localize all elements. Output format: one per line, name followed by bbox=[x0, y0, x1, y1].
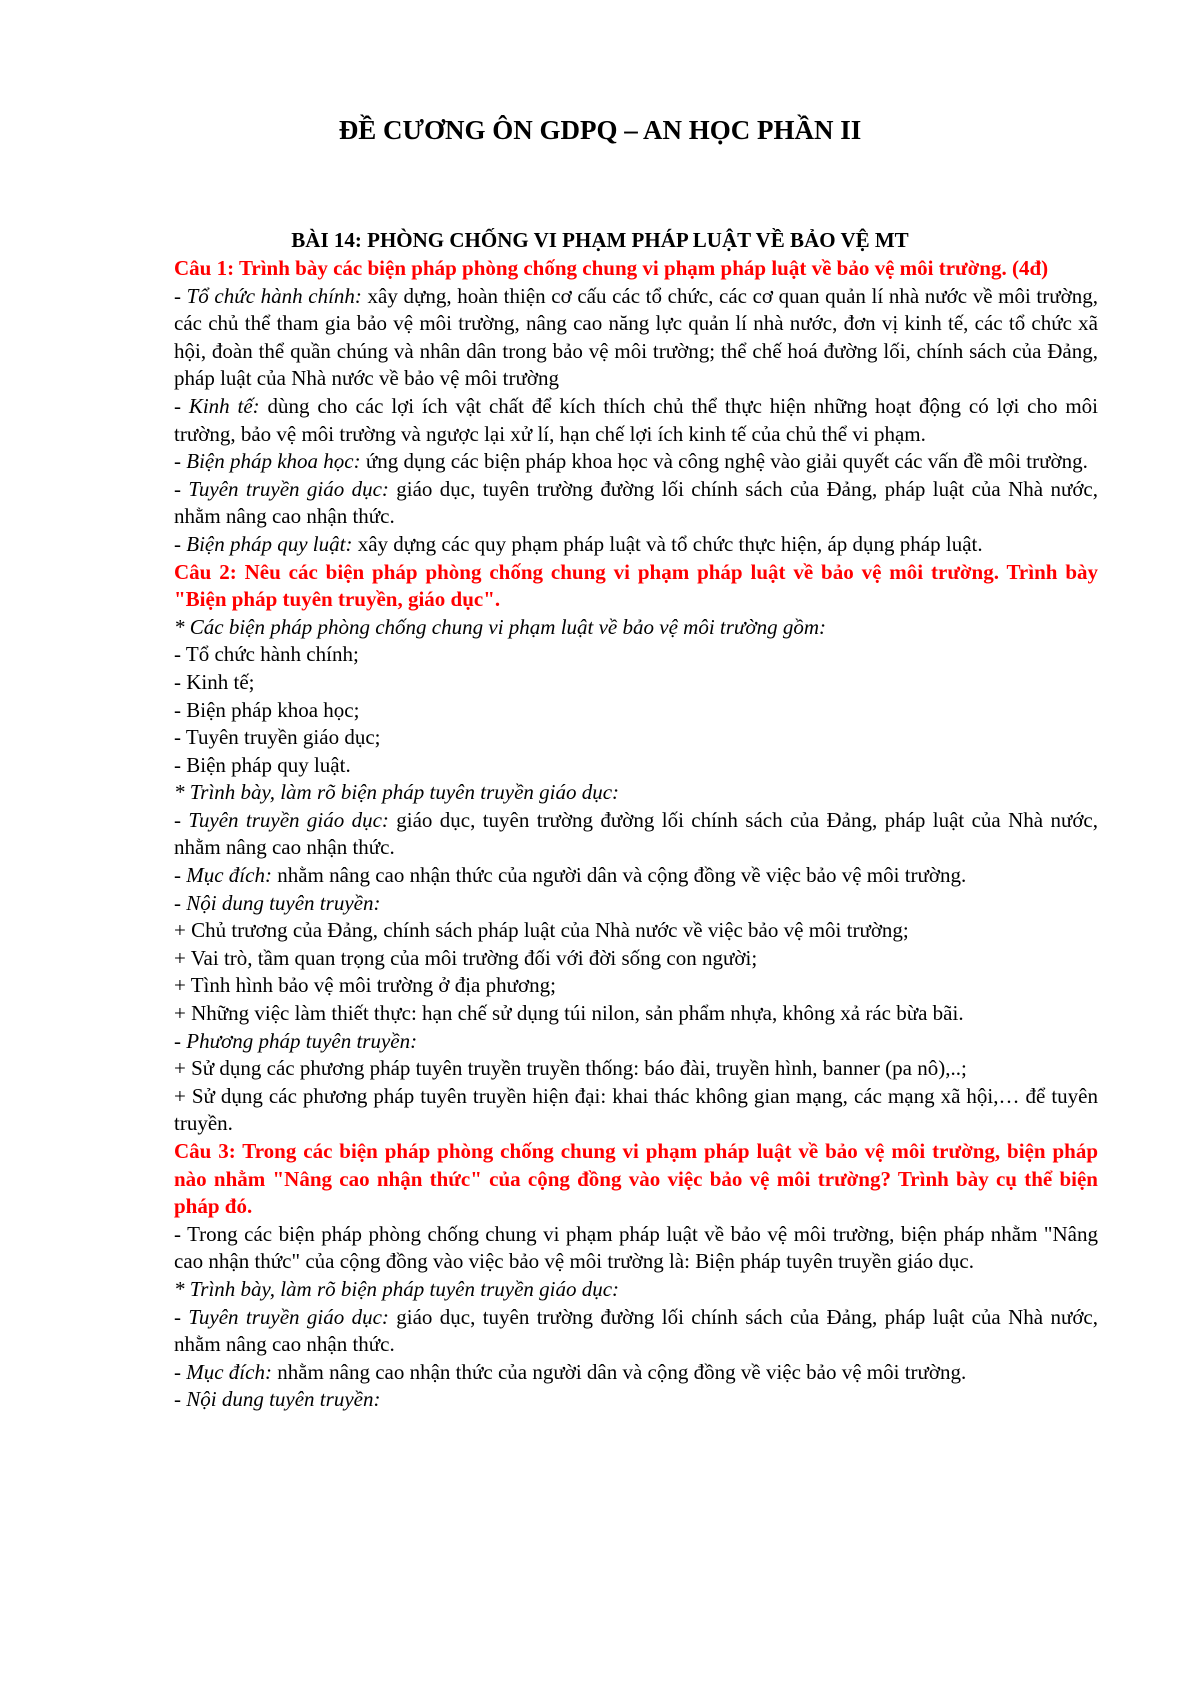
text: xây dựng, hoàn thiện cơ cấu các tổ chức, các cơ quan quản lí nhà nước về môi trường, các chủ thể tham gia bảo vệ môi trường, nâng cao năng lực quản lí nhà nước, đơn vị kinh tế, các tổ chức xã hội, đoàn thể quần chúng và nhân dân trong bảo vệ môi trường; thể chế hoá đường lối, chính sách của Đảng, pháp luật của Nhà nước về bảo vệ môi trường bbox=[174, 283, 1098, 391]
text: xây dựng các quy phạm pháp luật và tổ chức thực hiện, áp dụng pháp luật. bbox=[352, 531, 983, 556]
q2-list-item: - Kinh tế; bbox=[174, 669, 255, 694]
q3-content-heading: - Nội dung tuyên truyền: bbox=[174, 1387, 381, 1412]
q3-purpose bbox=[174, 1359, 1098, 1387]
text: giáo dục, tuyên trường đường lối chính sách của Đảng, pháp luật của Nhà nước, nhằm nâng cao nhận thức. bbox=[174, 1304, 1099, 1357]
q2-content-item: + Vai trò, tầm quan trọng của môi trường đối với đời sống con người; bbox=[174, 945, 758, 970]
text: nhằm nâng cao nhận thức của người dân và cộng đồng về việc bảo vệ môi trường. bbox=[271, 863, 967, 888]
q2-list-item: - Biện pháp quy luật. bbox=[174, 752, 351, 777]
q3-answer: - Trong các biện pháp phòng chống chung vi phạm pháp luật về bảo vệ môi trường, biện pháp nhằm "Nâng cao nhận thức" của cộng đồng vào việc bảo vệ môi trường là: Biện pháp tuyên truyền giáo dục. bbox=[174, 1221, 1098, 1274]
q1-item-propaganda bbox=[174, 476, 1098, 531]
q2-list-item: - Tuyên truyền giáo dục; bbox=[174, 725, 381, 750]
text: nhằm nâng cao nhận thức của người dân và cộng đồng về việc bảo vệ môi trường. bbox=[271, 1359, 967, 1384]
term: - Mục đích: bbox=[174, 863, 272, 888]
term: - Tuyên truyền giáo dục: bbox=[174, 476, 389, 501]
term: - Biện pháp quy luật: bbox=[174, 531, 353, 556]
question-2: Câu 2: Nêu các biện pháp phòng chống chung vi phạm pháp luật về bảo vệ môi trường. Trình bày "Biện pháp tuyên truyền, giáo dục". bbox=[174, 559, 1098, 612]
q2-content-heading: - Nội dung tuyên truyền: bbox=[174, 890, 381, 915]
q2-method-item: + Sử dụng các phương pháp tuyên truyền truyền thống: báo đài, truyền hình, banner (pa nô),..; bbox=[174, 1056, 967, 1081]
question-3: Câu 3: Trong các biện pháp phòng chống chung vi phạm pháp luật về bảo vệ môi trường, biện pháp nào nhằm "Nâng cao nhận thức" của cộng đồng vào việc bảo vệ môi trường? Trình bày cụ thể biện pháp đó. bbox=[174, 1139, 1098, 1219]
q3-detail-heading: * Trình bày, làm rõ biện pháp tuyên truyền giáo dục: bbox=[174, 1276, 620, 1301]
term: - Tuyên truyền giáo dục: bbox=[174, 1304, 389, 1329]
q2-content-item: + Tình hình bảo vệ môi trường ở địa phương; bbox=[174, 973, 556, 998]
term: - Biện pháp khoa học: bbox=[174, 449, 361, 474]
text: giáo dục, tuyên trường đường lối chính sách của Đảng, pháp luật của Nhà nước, nhằm nâng cao nhận thức. bbox=[174, 807, 1099, 860]
term: - Kinh tế: bbox=[174, 393, 260, 418]
q2-list-item: - Biện pháp khoa học; bbox=[174, 697, 360, 722]
q3-definition bbox=[174, 1304, 1098, 1359]
term: - Tuyên truyền giáo dục: bbox=[174, 807, 389, 832]
lesson-heading: BÀI 14: PHÒNG CHỐNG VI PHẠM PHÁP LUẬT VỀ BẢO VỆ MT bbox=[291, 228, 909, 252]
q1-item-administrative bbox=[174, 283, 1098, 393]
q2-method-item: + Sử dụng các phương pháp tuyên truyền hiện đại: khai thác không gian mạng, các mạng xã hội,… để tuyên truyền. bbox=[174, 1083, 1098, 1136]
q2-content-item: + Chủ trương của Đảng, chính sách pháp luật của Nhà nước về việc bảo vệ môi trường; bbox=[174, 918, 909, 943]
text: ứng dụng các biện pháp khoa học và công nghệ vào giải quyết các vấn đề môi trường. bbox=[360, 449, 1088, 474]
question-1: Câu 1: Trình bày các biện pháp phòng chống chung vi phạm pháp luật về bảo vệ môi trường. (4đ) bbox=[174, 256, 1049, 280]
q2-detail-heading: * Trình bày, làm rõ biện pháp tuyên truyền giáo dục: bbox=[174, 780, 620, 805]
text: dùng cho các lợi ích vật chất để kích thích chủ thể thực hiện những hoạt động có lợi cho môi trường, bảo vệ môi trường và ngược lại xử lí, hạn chế lợi ích kinh tế của chủ thể vi phạm. bbox=[174, 393, 1098, 446]
q1-item-science bbox=[174, 448, 1098, 476]
q2-definition bbox=[174, 807, 1098, 862]
document-title: ĐỀ CƯƠNG ÔN GDPQ – AN HỌC PHẦN II bbox=[338, 115, 862, 145]
q2-purpose bbox=[174, 862, 1098, 890]
q1-item-legal bbox=[174, 531, 1098, 559]
text: giáo dục, tuyên trường đường lối chính sách của Đảng, pháp luật của Nhà nước, nhằm nâng cao nhận thức. bbox=[174, 476, 1099, 529]
q1-item-economic bbox=[174, 393, 1098, 448]
document-body bbox=[174, 255, 1098, 1414]
q2-list-item: - Tổ chức hành chính; bbox=[174, 642, 359, 667]
term: - Mục đích: bbox=[174, 1359, 272, 1384]
q2-method-heading: - Phương pháp tuyên truyền: bbox=[174, 1028, 418, 1053]
term: - Tổ chức hành chính: bbox=[174, 283, 362, 308]
q2-intro: * Các biện pháp phòng chống chung vi phạm luật về bảo vệ môi trường gồm: bbox=[174, 614, 826, 639]
q2-content-item: + Những việc làm thiết thực: hạn chế sử dụng túi nilon, sản phẩm nhựa, không xả rác bừa bãi. bbox=[174, 1001, 964, 1026]
